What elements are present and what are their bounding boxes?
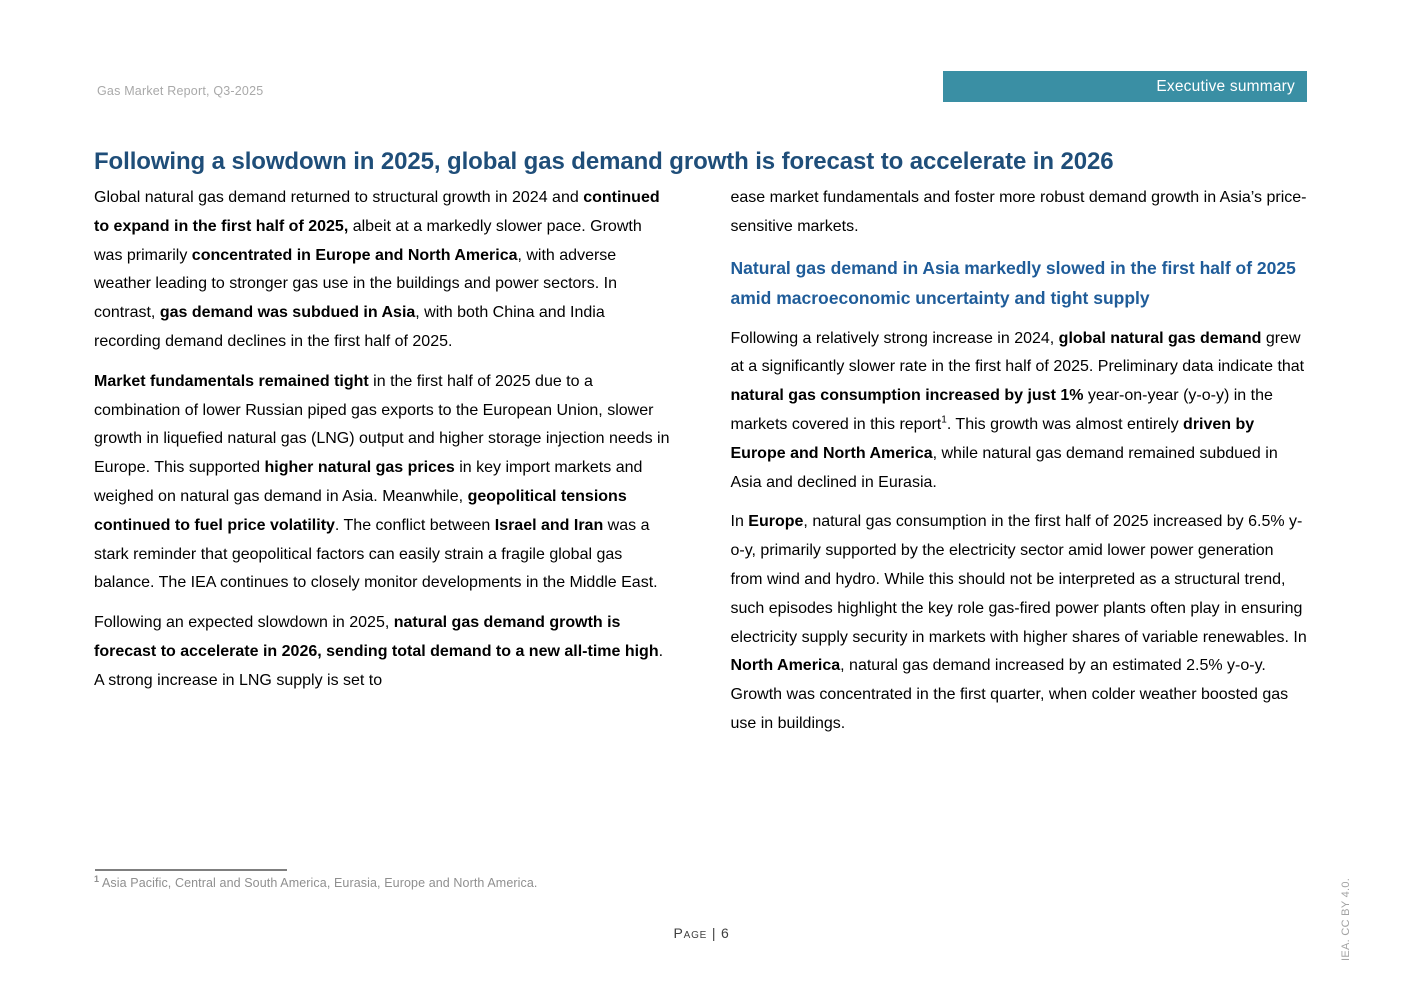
paragraph-lng-supply-continuation: ease market fundamentals and foster more robust demand growth in Asia’s price-sensitive markets. — [730, 189, 1307, 235]
paragraph-market-fundamentals: Market fundamentals remained tight in the first half of 2025 due to a combination of lower Russian piped gas exports to the European Union, slower growth in liquefied natural gas (LNG) output and higher storage injection needs in Europe. This supported higher natural gas prices in key import markets and weighed on natural gas demand in Asia. Meanwhile, geopolitical tensions continued to fuel price volatility. The conflict between Israel and Iran was a stark reminder that geopolitical factors can easily strain a fragile global gas balance. The IEA continues to closely monitor developments in the Middle East. — [94, 372, 670, 592]
paragraph-forecast-2026: Following an expected slowdown in 2025, natural gas demand growth is forecast to accelerate in 2026, sending total demand to a new all-time high. A strong increase in LNG supply is set to — [94, 614, 664, 689]
body-columns — [94, 184, 1308, 750]
banner-label: Executive summary — [1156, 77, 1295, 95]
page-number: Page | 6 — [673, 925, 730, 941]
paragraph-asia-slowdown: Following a relatively strong increase in 2024, global natural gas demand grew at a significantly slower rate in the first half of 2025. Preliminary data indicate that natural gas consumption increased by just 1% year-on-year (y-o-y) in the markets covered in this report$^1$. This growth was almost entirely driven by Europe and North America, while natural gas demand remained subdued in Asia and declined in Eurasia. — [730, 329, 1305, 491]
report-title-label: Gas Market Report, Q3-2025 — [97, 84, 264, 98]
paragraph-global-demand: Global natural gas demand returned to structural growth in 2024 and continued to expand in the first half of 2025, albeit at a markedly slower pace. Growth was primarily concentrated in Europe and North America, with adverse weather leading to stronger gas use in the buildings and power sectors. In contrast, gas demand was subdued in Asia, with both China and India recording demand declines in the first half of 2025. — [94, 189, 660, 350]
footnote-block — [94, 869, 672, 890]
executive-summary-banner — [943, 71, 1307, 102]
left-column — [94, 184, 672, 750]
footnote-text: $^1$ Asia Pacific, Central and South America, Eurasia, Europe and North America. — [94, 873, 538, 890]
paragraph-europe-north-america: In Europe, natural gas consumption in the first half of 2025 increased by 6.5% y-o-y, primarily supported by the electricity sector amid lower power generation from wind and hydro. While this should not be interpreted as a structural trend, such episodes highlight the key role gas-fired power plants often play in ensuring electricity supply security in markets with higher shares of variable renewables. In North America, natural gas demand increased by an estimated 2.5% y-o-y. Growth was concentrated in the first quarter, when colder weather boosted gas use in buildings. — [730, 513, 1307, 732]
page-title: Following a slowdown in 2025, global gas demand growth is forecast to accelerate in 2026 — [94, 148, 1114, 176]
license-side-label: IEA. CC BY 4.0. — [1340, 877, 1352, 961]
footnote-separator-rule — [95, 869, 287, 871]
section-heading-asia-demand: Natural gas demand in Asia markedly slowed in the first half of 2025 amid macroeconomic uncertainty and tight supply — [730, 257, 1296, 308]
right-column — [731, 184, 1309, 750]
